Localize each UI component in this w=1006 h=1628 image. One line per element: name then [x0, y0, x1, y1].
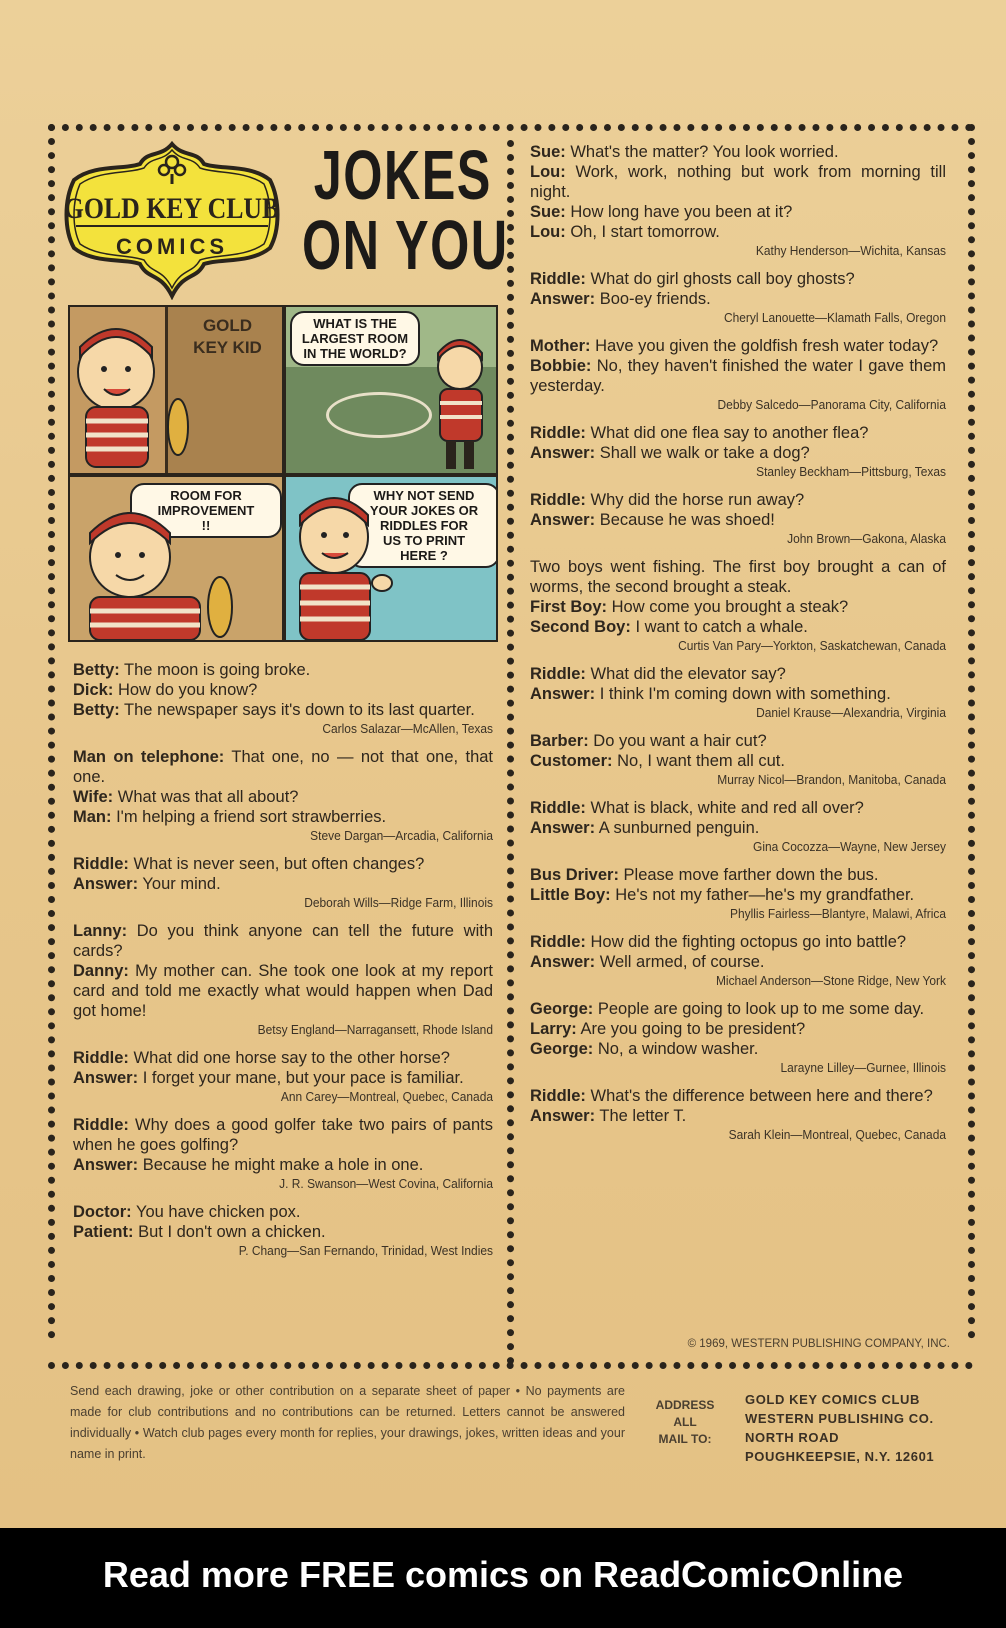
sign-line2: KEY KID [193, 338, 262, 357]
joke-line [530, 336, 946, 356]
joke-credit: Steve Dargan—Arcadia, California [310, 828, 493, 843]
speaker-label: Answer: [530, 685, 596, 703]
speaker-label: Patient: [73, 1223, 134, 1241]
joke-text: Shall we walk or take a dog? [595, 444, 810, 462]
joke-text: Boo-ey friends. [595, 290, 711, 308]
joke-line [530, 932, 946, 952]
joke-entry [530, 423, 946, 481]
joke-text: The moon is going broke. [119, 661, 311, 679]
speaker-label: Riddle: [530, 424, 586, 442]
joke-line [530, 289, 946, 309]
speaker-label: George: [530, 1040, 594, 1058]
gold-key-club-logo [64, 140, 280, 300]
jokes-column-left [73, 660, 493, 1269]
speaker-label: Mother: [530, 337, 591, 355]
joke-line [530, 1086, 946, 1106]
joke-credit: Debby Salcedo—Panorama City, California [717, 397, 946, 412]
promo-banner[interactable] [0, 1528, 1006, 1628]
joke-line [530, 885, 946, 905]
joke-text: Because he was shoed! [595, 511, 775, 529]
speaker-label: Sue: [530, 143, 566, 161]
joke-text: I want to catch a whale. [630, 618, 808, 636]
gold-key-kid-figure [70, 317, 190, 473]
joke-text: That one, no — not that one, that one. [73, 748, 494, 786]
speaker-label: Lou: [530, 223, 566, 241]
speaker-label: Dick: [73, 681, 114, 699]
joke-line [530, 952, 946, 972]
speaker-label: Answer: [530, 953, 596, 971]
speaker-label: Larry: [530, 1020, 577, 1038]
joke-text: I'm helping a friend sort strawberries. [111, 808, 387, 826]
badge-line1: GOLD KEY CLUB [64, 192, 280, 226]
joke-entry [73, 1115, 493, 1193]
speaker-label: Bobbie: [530, 357, 592, 375]
address-label-line3: MAIL TO: [658, 1432, 712, 1446]
joke-credit: Kathy Henderson—Wichita, Kansas [755, 243, 946, 258]
address-line2: WESTERN PUBLISHING CO. [745, 1411, 934, 1426]
joke-text: The newspaper says it's down to its last quarter. [119, 701, 475, 719]
joke-entry [530, 269, 946, 327]
joke-credit: Ann Carey—Montreal, Quebec, Canada [280, 1089, 493, 1104]
joke-line [530, 356, 946, 396]
joke-line [73, 874, 493, 894]
joke-line [73, 854, 493, 874]
joke-line [73, 1115, 493, 1155]
joke-entry [530, 336, 946, 414]
joke-credit: Phyllis Fairless—Blantyre, Malawi, Africa [729, 906, 946, 921]
joke-line [530, 751, 946, 771]
speaker-label: Man on telephone: [73, 748, 225, 766]
comic-panel-3 [70, 477, 282, 640]
joke-line [73, 1068, 493, 1088]
speech-bubble-question [290, 311, 420, 366]
joke-entry [530, 798, 946, 856]
joke-credit: Cheryl Lanouette—Klamath Falls, Oregon [723, 310, 946, 325]
address-label-line2: ALL [673, 1415, 697, 1429]
joke-line [73, 680, 493, 700]
speaker-label: Doctor: [73, 1203, 132, 1221]
joke-line [530, 1106, 946, 1126]
speaker-label: Customer: [530, 752, 613, 770]
joke-credit: Michael Anderson—Stone Ridge, New York [715, 973, 946, 988]
speaker-label: Sue: [530, 203, 566, 221]
joke-line [530, 142, 946, 162]
joke-entry [530, 999, 946, 1077]
joke-text: What did the elevator say? [585, 665, 786, 683]
speaker-label: Bus Driver: [530, 866, 619, 884]
kid-figure-3 [70, 497, 270, 640]
joke-credit: P. Chang—San Fernando, Trinidad, West Indies [238, 1243, 493, 1258]
joke-text: What did one flea say to another flea? [585, 424, 869, 442]
joke-line [530, 222, 946, 242]
speaker-label: Answer: [530, 511, 596, 529]
joke-line [530, 490, 946, 510]
speaker-label: Wife: [73, 788, 114, 806]
joke-credit: Stanley Beckham—Pittsburg, Texas [756, 464, 946, 479]
joke-text: Are you going to be president? [576, 1020, 806, 1038]
joke-line [73, 1048, 493, 1068]
joke-text: Work, work, nothing but work from morning till night. [530, 163, 946, 201]
joke-entry [73, 1048, 493, 1106]
joke-line [530, 162, 946, 202]
speaker-label: Lou: [530, 163, 566, 181]
speaker-label: Barber: [530, 732, 589, 750]
joke-credit: J. R. Swanson—West Covina, California [279, 1176, 493, 1191]
joke-text: How long have you been at it? [565, 203, 793, 221]
speaker-label: Danny: [73, 962, 129, 980]
joke-line [73, 1155, 493, 1175]
speaker-label: Answer: [530, 819, 596, 837]
jokes-column-right [530, 142, 946, 1153]
joke-text: Oh, I start tomorrow. [565, 223, 720, 241]
joke-entry [73, 660, 493, 738]
joke-entry [530, 865, 946, 923]
comic-strip [68, 305, 498, 642]
joke-text: Why does a good golfer take two pairs of pants when he goes golfing? [73, 1116, 493, 1154]
joke-text: What did one horse say to the other horse? [128, 1049, 450, 1067]
title-line1: JOKES [313, 136, 492, 214]
joke-line [73, 787, 493, 807]
bubble-line2: LARGEST ROOM [301, 331, 409, 346]
joke-line [530, 597, 946, 617]
joke-text: The letter T. [595, 1107, 687, 1125]
joke-text: How do you know? [113, 681, 258, 699]
speaker-label: Little Boy: [530, 886, 611, 904]
speaker-label: Answer: [530, 444, 596, 462]
joke-entry [530, 932, 946, 990]
joke-line [73, 961, 493, 1021]
speaker-label: Answer: [73, 1069, 139, 1087]
speaker-label: Riddle: [73, 1049, 129, 1067]
submission-instructions: Send each drawing, joke or other contribution on a separate sheet of paper • No payments are made for club contributions and no contributions can be returned. Letters cannot be answered individually • Watch club pages every month for replies, your drawings, jokes, written ideas and your name in print. [70, 1384, 625, 1461]
joke-line [530, 1019, 946, 1039]
joke-credit: Murray Nicol—Brandon, Manitoba, Canada [717, 772, 946, 787]
joke-line [530, 443, 946, 463]
copyright-notice: © 1969, WESTERN PUBLISHING COMPANY, INC. [687, 1338, 950, 1350]
address-line3: NORTH ROAD [745, 1430, 840, 1445]
joke-line [530, 557, 946, 597]
joke-credit: Carlos Salazar—McAllen, Texas [322, 721, 493, 736]
joke-credit: Gina Cocozza—Wayne, New Jersey [753, 839, 946, 854]
joke-line [73, 660, 493, 680]
speaker-label: Riddle: [530, 665, 586, 683]
joke-line [73, 700, 493, 720]
joke-text: Do you think anyone can tell the future with cards? [73, 922, 493, 960]
speaker-label: Riddle: [530, 1087, 586, 1105]
joke-text: Two boys went fishing. The first boy brought a can of worms, the second brought a steak. [530, 558, 946, 596]
joke-line [530, 865, 946, 885]
center-dotted-divider [507, 140, 514, 1365]
joke-line [530, 999, 946, 1019]
page-title [302, 136, 509, 284]
joke-line [530, 818, 946, 838]
bubble-line1: ROOM FOR [170, 488, 242, 503]
joke-line [530, 510, 946, 530]
comic-panel-4 [286, 477, 496, 640]
joke-text: But I don't own a chicken. [133, 1223, 326, 1241]
joke-text: What is never seen, but often changes? [128, 855, 425, 873]
speaker-label: Answer: [530, 290, 596, 308]
address-line4: POUGHKEEPSIE, N.Y. 12601 [745, 1449, 935, 1464]
joke-text: How did the fighting octopus go into battle? [585, 933, 907, 951]
speaker-label: Answer: [73, 875, 139, 893]
title-line2: ON YOU [302, 206, 509, 284]
speaker-label: Lanny: [73, 922, 128, 940]
joke-entry [73, 747, 493, 845]
speaker-label: Riddle: [73, 1116, 129, 1134]
address-label [650, 1397, 720, 1448]
joke-line [530, 798, 946, 818]
speaker-label: Riddle: [530, 799, 586, 817]
joke-line [530, 731, 946, 751]
joke-entry [73, 1202, 493, 1260]
joke-text: A sunburned penguin. [595, 819, 760, 837]
joke-text: Do you want a hair cut? [588, 732, 767, 750]
speaker-label: Man: [73, 808, 112, 826]
joke-text: Because he might make a hole in one. [138, 1156, 424, 1174]
left-dotted-border [48, 124, 55, 1339]
room-pool [326, 392, 432, 438]
comic-panel-2 [286, 307, 496, 473]
joke-credit: Deborah Wills—Ridge Farm, Illinois [304, 895, 493, 910]
speaker-label: Riddle: [530, 491, 586, 509]
joke-credit: John Brown—Gakona, Alaska [787, 531, 946, 546]
speaker-label: Second Boy: [530, 618, 631, 636]
bubble-line2: IMPROVEMENT [157, 503, 255, 518]
joke-line [530, 202, 946, 222]
joke-text: How come you brought a steak? [607, 598, 849, 616]
door-sign [180, 315, 275, 359]
joke-entry [530, 490, 946, 548]
bubble-line1: WHAT IS THE [313, 316, 397, 331]
speaker-label: First Boy: [530, 598, 608, 616]
joke-text: What's the matter? You look worried. [565, 143, 839, 161]
kid-figure-2 [426, 337, 496, 473]
bubble-line2: YOUR JOKES OR [369, 503, 479, 518]
joke-line [73, 1202, 493, 1222]
joke-entry [530, 557, 946, 655]
sign-line1: GOLD [202, 316, 253, 335]
joke-text: I think I'm coming down with something. [595, 685, 891, 703]
speaker-label: Riddle: [530, 933, 586, 951]
joke-credit: Betsy England—Narragansett, Rhode Island [257, 1022, 493, 1037]
speaker-label: Riddle: [530, 270, 586, 288]
joke-line [530, 684, 946, 704]
top-dotted-border [48, 124, 973, 131]
joke-text: No, I want them all cut. [612, 752, 785, 770]
speaker-label: Betty: [73, 661, 120, 679]
bubble-line3: IN THE WORLD? [303, 346, 407, 361]
bubble-line3: RIDDLES FOR [379, 518, 469, 533]
joke-line [73, 1222, 493, 1242]
address-line1: GOLD KEY COMICS CLUB [745, 1392, 920, 1407]
joke-text: Have you given the goldfish fresh water today? [590, 337, 939, 355]
joke-text: No, a window washer. [593, 1040, 759, 1058]
bubble-line1: WHY NOT SEND [373, 488, 475, 503]
joke-entry [530, 1086, 946, 1144]
joke-line [530, 617, 946, 637]
joke-credit: Sarah Klein—Montreal, Quebec, Canada [728, 1127, 946, 1142]
joke-entry [73, 854, 493, 912]
joke-line [73, 807, 493, 827]
right-dotted-border [968, 124, 975, 1339]
speaker-label: Riddle: [73, 855, 129, 873]
bottom-dotted-border [48, 1362, 973, 1369]
joke-line [530, 423, 946, 443]
joke-text: What was that all about? [113, 788, 299, 806]
joke-text: Well armed, of course. [595, 953, 765, 971]
speaker-label: George: [530, 1000, 594, 1018]
joke-text: Why did the horse run away? [585, 491, 805, 509]
badge-line2: COMICS [116, 234, 228, 259]
joke-text: What is black, white and red all over? [585, 799, 864, 817]
joke-text: What do girl ghosts call boy ghosts? [585, 270, 855, 288]
joke-line [530, 1039, 946, 1059]
joke-text: Your mind. [138, 875, 221, 893]
joke-line [73, 747, 493, 787]
joke-credit: Daniel Krause—Alexandria, Virginia [756, 705, 946, 720]
joke-text: What's the difference between here and there? [585, 1087, 933, 1105]
joke-text: No, they haven't finished the water I gave them yesterday. [530, 357, 946, 395]
joke-text: You have chicken pox. [131, 1203, 301, 1221]
joke-line [530, 664, 946, 684]
joke-text: People are going to look up to me some day. [593, 1000, 925, 1018]
joke-text: Please move farther down the bus. [618, 866, 879, 884]
joke-entry [530, 731, 946, 789]
joke-credit: Larayne Lilley—Gurnee, Illinois [780, 1060, 946, 1075]
kid-figure-4 [286, 487, 396, 640]
bubble-line5: HERE ? [400, 548, 448, 563]
address-label-line1: ADDRESS [655, 1398, 715, 1412]
bubble-line3: !! [201, 518, 211, 533]
mailing-address [745, 1390, 975, 1466]
bubble-line4: US TO PRINT [382, 533, 466, 548]
joke-text: I forget your mane, but your pace is familiar. [138, 1069, 464, 1087]
joke-entry [73, 921, 493, 1039]
joke-line [530, 269, 946, 289]
joke-line [73, 921, 493, 961]
joke-text: He's not my father—he's my grandfather. [610, 886, 915, 904]
promo-banner-text[interactable]: Read more FREE comics on ReadComicOnline [102, 1554, 904, 1595]
speaker-label: Betty: [73, 701, 120, 719]
joke-text: My mother can. She took one look at my report card and told me exactly what would happen when Dad got home! [73, 962, 493, 1020]
speaker-label: Answer: [530, 1107, 596, 1125]
speaker-label: Answer: [73, 1156, 139, 1174]
joke-credit: Curtis Van Pary—Yorkton, Saskatchewan, Canada [678, 638, 946, 653]
joke-entry [530, 664, 946, 722]
comic-panel-1 [70, 307, 282, 473]
joke-entry [530, 142, 946, 260]
